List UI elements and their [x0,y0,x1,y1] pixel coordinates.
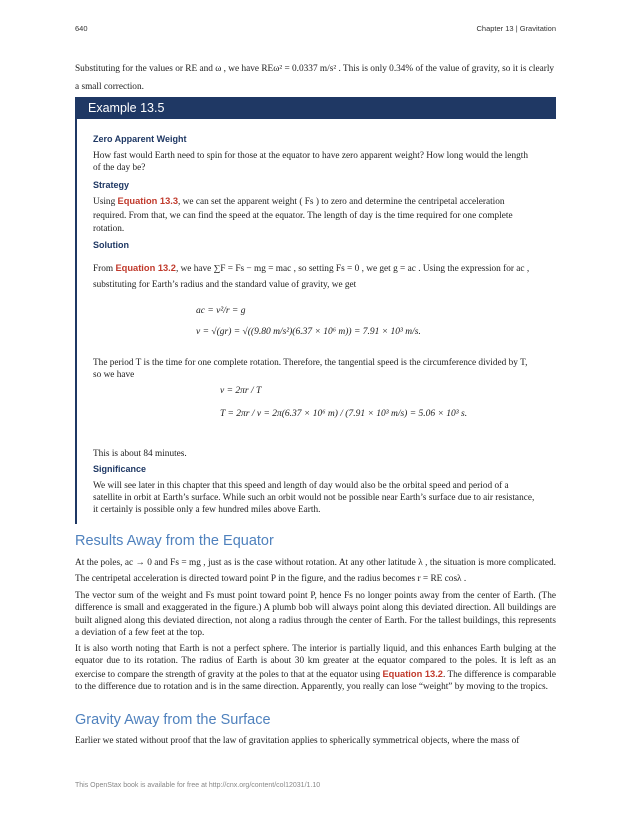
intro-paragraph: Substituting for the values or RE and ω , we have REω² = 0.0337 m/s² . This is only 0.34% of the value of gravity, so it is clearly a small correction. [75,64,555,92]
example-title-bar [75,97,556,119]
gravity-surface-heading: Gravity Away from the Surface [75,712,271,728]
footer-text: This OpenStax book is available for free at http://cnx.org/content/col12031/1.10 [75,782,321,789]
example-title: Example 13.5 [88,101,165,115]
significance-text: We will see later in this chapter that this speed and length of day would also be the orbital speed and period of a satellite in orbit at Earth’s surface. While such an orbit would not be possible near Earth’s surface due to air resistance, it certainly is possible only a few hundred miles above Earth. [93,481,535,516]
solution-text [93,260,537,293]
period-text: The period T is the time for one complete rotation. Therefore, the tangential speed is the circumference divided by T, so we have [93,358,528,381]
equation-period: T = 2πr / v = 2π(6.37 × 10⁶ m) / (7.91 × 10³ m/s) = 5.06 × 10³ s. [220,409,468,419]
p3-post: . The difference is comparable to the difference due to rotation and is in the same direction. Apparently, you really can lose “weight” by moving to the tropics. [75,669,556,693]
equation-13-3-link[interactable]: Equation 13.3 [117,196,178,206]
equation-centripetal: ac = v²/r = g [196,306,246,316]
results-heading: Results Away from the Equator [75,533,274,549]
results-paragraph-2: The vector sum of the weight and Fs must point toward point P, hence Fs no longer points away from the center of Earth. (The difference is small and exaggerated in the figure.) A plumb bob will always point along this deviated direction. All buildings are built aligned along this deviated direction, not along a radius through the center of Earth. For the tallest buildings, this represents a deviation of a few feet at the top. [75,591,556,639]
results-paragraph-3 [75,643,556,694]
equation-13-2-link[interactable]: Equation 13.2 [115,263,176,273]
strategy-heading: Strategy [93,180,130,190]
strategy-pre: Using [93,197,118,207]
equation-velocity-period: v = 2πr / T [220,386,262,396]
solution-heading: Solution [93,240,129,250]
equation-13-2-link-2[interactable]: Equation 13.2 [382,668,443,679]
significance-heading: Significance [93,464,147,474]
example-body [75,119,558,524]
gravity-surface-paragraph: Earlier we stated without proof that the law of gravitation applies to spherically symmetrical objects, where the mass of [75,736,520,746]
results-paragraph-1: At the poles, ac → 0 and Fs = mg , just as is the case without rotation. At any other latitude λ , the situation is more complicated. The centripetal acceleration is directed toward point P in the figure, and the radius becomes r = RE cosλ . [75,558,556,584]
strategy-post: , we can set the apparent weight ( Fs ) to zero and determine the centripetal acceleration required. From that, we can find the speed at the equator. The length of day is the time required for one complete rotation. [93,197,513,234]
page-number: 640 [75,24,88,33]
p3-pre: It is also worth noting that Earth is not a perfect sphere. The interior is partially liquid, and this enhances Earth bulging at the equator due to its rotation. The radius of Earth is about 30 km greater at the equator compared to the poles. It is left as an exercise to compare the strength of gravity at the poles to that at the equator using [75,644,556,680]
solution-pre: From [93,264,116,274]
strategy-text [93,195,537,237]
minutes-text: This is about 84 minutes. [93,449,187,459]
section-heading-zero-weight: Zero Apparent Weight [93,134,187,144]
solution-mid: , we have ∑F = Fs − mg = mac , so setting Fs = 0 , we get g = ac . Using the expression for ac , substituting for Earth’s radius and the standard value of gravity, we get [93,264,530,290]
chapter-header: Chapter 13 | Gravitation [476,24,556,33]
question-text: How fast would Earth need to spin for those at the equator to have zero apparent weight? How long would the length of the day be? [93,151,529,174]
equation-speed: v = √(gr) = √((9.80 m/s²)(6.37 × 10⁶ m)) = 7.91 × 10³ m/s. [196,327,421,337]
